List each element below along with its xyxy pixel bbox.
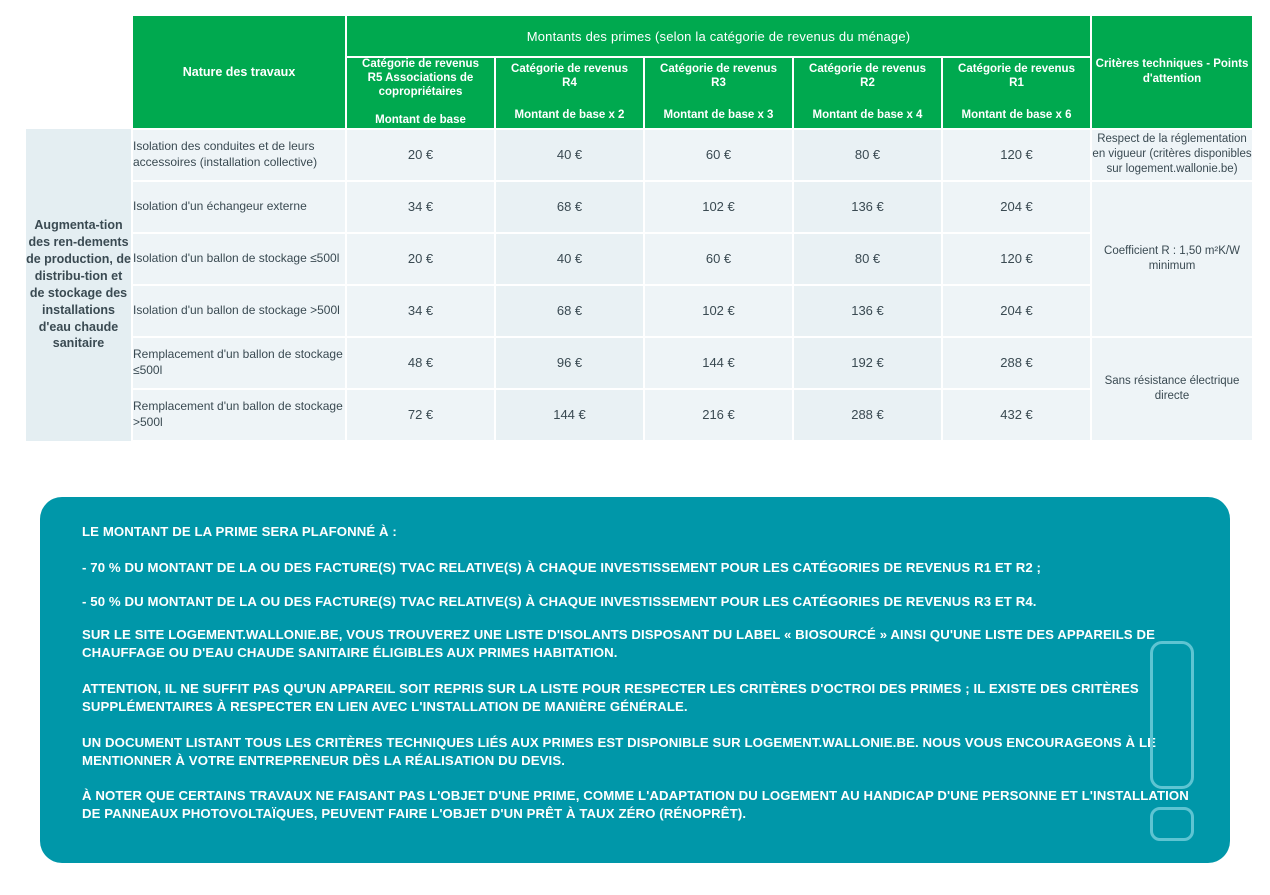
primes-table-container — [26, 16, 1252, 442]
table-row — [26, 285, 1252, 337]
table-body — [26, 129, 1252, 441]
row-amount-r3: 60 € — [644, 129, 793, 181]
row-amount-r4: 96 € — [495, 337, 644, 389]
header-category-r5-code: R5 Associations de copropriétaires — [367, 71, 474, 98]
exclamation-icon — [1150, 641, 1196, 841]
row-nature: Isolation d'un échangeur externe — [132, 181, 346, 233]
row-amount-r5: 72 € — [346, 389, 495, 441]
header-montants-group: Montants des primes (selon la catégorie de revenus du ménage) — [346, 16, 1091, 57]
header-category-r2-base: Montant de base x 4 — [812, 109, 923, 122]
row-amount-r1: 432 € — [942, 389, 1091, 441]
header-category-r2 — [793, 57, 942, 129]
row-amount-r2: 192 € — [793, 337, 942, 389]
row-nature: Isolation des conduites et de leurs accessoires (installation collective) — [132, 129, 346, 181]
header-category-r5-title: Catégorie de revenus — [362, 58, 479, 70]
row-amount-r3: 102 € — [644, 181, 793, 233]
header-category-r1-base: Montant de base x 6 — [961, 109, 1072, 122]
row-amount-r3: 60 € — [644, 233, 793, 285]
callout-line-2: - 70 % DU MONTANT DE LA OU DES FACTURE(S) TVAC RELATIVE(S) À CHAQUE INVESTISSEMENT POUR LES CATÉGORIES DE REVENUS R1 ET R2 ; — [82, 559, 1042, 575]
header-category-r1-code: R1 — [1009, 76, 1024, 89]
table-row — [26, 389, 1252, 441]
callout-line-4: SUR LE SITE LOGEMENT.WALLONIE.BE, VOUS TROUVEREZ UNE LISTE D'ISOLANTS DISPOSANT DU LABEL « BIOSOURCÉ » AINSI QU'UNE LISTE DES APPAREILS DE CHAUFFAGE OU D'EAU CHAUDE SANITAIRE ÉLIGIBLES AUX PRIMES HABITATION. — [82, 627, 1155, 661]
corner-spacer-2 — [26, 57, 132, 129]
table-row — [26, 129, 1252, 181]
row-amount-r1: 120 € — [942, 233, 1091, 285]
table-row — [26, 337, 1252, 389]
header-category-r4-code: R4 — [562, 76, 577, 89]
row-amount-r1: 204 € — [942, 181, 1091, 233]
row-amount-r2: 136 € — [793, 285, 942, 337]
header-row-group — [26, 16, 1252, 57]
row-nature: Remplacement d'un ballon de stockage ≤500l — [132, 337, 346, 389]
row-amount-r2: 80 € — [793, 233, 942, 285]
header-category-r2-code: R2 — [860, 76, 875, 89]
exclamation-bar — [1150, 641, 1194, 789]
row-amount-r3: 216 € — [644, 389, 793, 441]
table-header — [26, 16, 1252, 129]
row-amount-r3: 144 € — [644, 337, 793, 389]
table-row — [26, 233, 1252, 285]
row-nature: Remplacement d'un ballon de stockage >500l — [132, 389, 346, 441]
row-amount-r4: 68 € — [495, 285, 644, 337]
callout-line-1: LE MONTANT DE LA PRIME SERA PLAFONNÉ À : — [82, 524, 397, 539]
criteria-cell-2: Coefficient R : 1,50 m²K/W minimum — [1091, 181, 1252, 337]
row-amount-r2: 80 € — [793, 129, 942, 181]
row-amount-r4: 68 € — [495, 181, 644, 233]
row-amount-r4: 40 € — [495, 233, 644, 285]
header-category-r4 — [495, 57, 644, 129]
primes-table — [26, 16, 1252, 442]
row-amount-r2: 136 € — [793, 181, 942, 233]
row-amount-r1: 204 € — [942, 285, 1091, 337]
row-amount-r1: 120 € — [942, 129, 1091, 181]
header-category-r5-base: Montant de base — [375, 114, 466, 127]
header-category-r3-base: Montant de base x 3 — [663, 109, 774, 122]
row-amount-r5: 48 € — [346, 337, 495, 389]
row-amount-r4: 40 € — [495, 129, 644, 181]
header-criteres: Critères techniques - Points d'attention — [1091, 16, 1252, 129]
callout-line-6: UN DOCUMENT LISTANT TOUS LES CRITÈRES TECHNIQUES LIÉS AUX PRIMES EST DISPONIBLE SUR LOGEMENT.WALLONIE.BE. NOUS VOUS ENCOURAGEONS À LE MENTIONNER À VOTRE ENTREPRENEUR DÈS LA RÉALISATION DU DEVIS. — [82, 734, 1156, 768]
header-category-r4-title: Catégorie de revenus — [511, 62, 628, 75]
header-category-r5 — [346, 57, 495, 129]
header-category-r3-title: Catégorie de revenus — [660, 62, 777, 75]
callout-line-5: ATTENTION, IL NE SUFFIT PAS QU'UN APPAREIL SOIT REPRIS SUR LA LISTE POUR RESPECTER LES CRITÈRES D'OCTROI DES PRIMES ; IL EXISTE DES CRITÈRES SUPPLÉMENTAIRES À RESPECTER EN LIEN AVEC L'INSTALLATION DE MANIÈRE GÉNÉRALE. — [82, 681, 1139, 714]
header-category-r1 — [942, 57, 1091, 129]
row-amount-r5: 34 € — [346, 181, 495, 233]
criteria-cell-1: Respect de la réglementation en vigueur (critères disponibles sur logement.wallonie.be) — [1091, 129, 1252, 181]
corner-spacer — [26, 16, 132, 57]
exclamation-dot — [1150, 807, 1194, 841]
table-row — [26, 181, 1252, 233]
row-amount-r1: 288 € — [942, 337, 1091, 389]
header-category-r4-base: Montant de base x 2 — [514, 109, 625, 122]
section-label: Augmenta-tion des ren-dements de production, de distribu-tion et de stockage des installations d'eau chaude sanitaire — [26, 129, 132, 441]
row-amount-r5: 20 € — [346, 233, 495, 285]
header-category-r3 — [644, 57, 793, 129]
criteria-cell-3: Sans résistance électrique directe — [1091, 337, 1252, 441]
row-amount-r5: 34 € — [346, 285, 495, 337]
callout-line-7: À NOTER QUE CERTAINS TRAVAUX NE FAISANT PAS L'OBJET D'UNE PRIME, COMME L'ADAPTATION DU LOGEMENT AU HANDICAP D'UNE PERSONNE ET L'INSTALLATION DE PANNEAUX PHOTOVOLTAÏQUES, PEUVENT FAIRE L'OBJET D'UN PRÊT À TAUX ZÉRO (RÉNOPRÊT). — [82, 788, 1189, 822]
row-amount-r4: 144 € — [495, 389, 644, 441]
row-nature: Isolation d'un ballon de stockage ≤500l — [132, 233, 346, 285]
info-callout — [40, 497, 1230, 863]
row-amount-r5: 20 € — [346, 129, 495, 181]
header-nature: Nature des travaux — [132, 16, 346, 129]
header-category-r2-title: Catégorie de revenus — [809, 62, 926, 75]
callout-line-3: - 50 % DU MONTANT DE LA OU DES FACTURE(S) TVAC RELATIVE(S) À CHAQUE INVESTISSEMENT POUR LES CATÉGORIES DE REVENUS R3 ET R4. — [82, 593, 1037, 609]
row-amount-r3: 102 € — [644, 285, 793, 337]
header-category-r3-code: R3 — [711, 76, 726, 89]
header-category-r1-title: Catégorie de revenus — [958, 62, 1075, 75]
row-amount-r2: 288 € — [793, 389, 942, 441]
row-nature: Isolation d'un ballon de stockage >500l — [132, 285, 346, 337]
